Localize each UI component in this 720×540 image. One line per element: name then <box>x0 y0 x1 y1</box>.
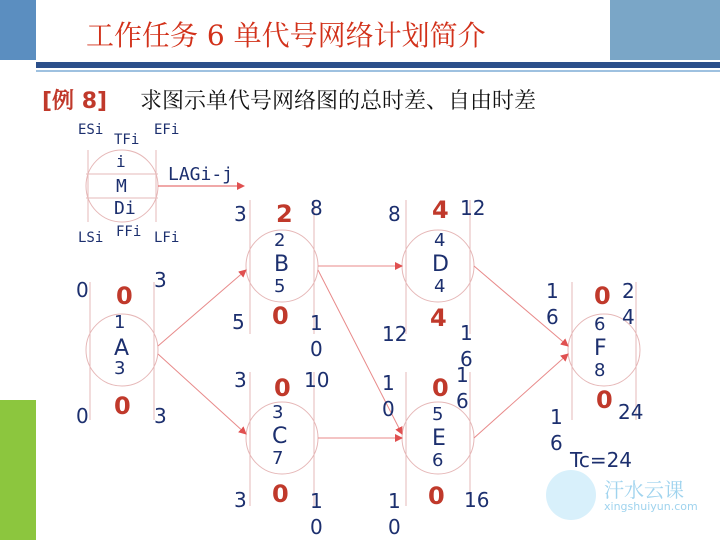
node-F-tf: 0 <box>594 282 611 310</box>
node-A-es: 0 <box>76 278 89 302</box>
node-C-ls: 3 <box>234 488 247 512</box>
node-B-name: B <box>274 252 290 277</box>
page-title: 工作任务 6 单代号网络计划简介 <box>86 19 486 52</box>
node-E-ff: 0 <box>428 482 445 510</box>
legend-ef: EFi <box>154 122 180 138</box>
node-D-dur: 4 <box>434 276 446 297</box>
node-E-es: 10 <box>382 371 395 421</box>
arrow-A-C <box>158 354 246 434</box>
node-D-es: 8 <box>388 202 401 226</box>
node-E-name: E <box>432 426 446 451</box>
legend-ls: LSi <box>78 230 104 246</box>
legend-i: i <box>116 152 126 171</box>
legend-es: ESi <box>78 122 104 138</box>
legend-tf: TFi <box>114 132 140 148</box>
legend-lag: LAGi-j <box>168 164 234 185</box>
node-C-dur: 7 <box>272 448 284 469</box>
node-B-ls: 5 <box>232 310 245 334</box>
watermark <box>540 468 720 528</box>
node-A-dur: 3 <box>114 358 126 379</box>
example-question: 求图示单代号网络图的总时差、自由时差 <box>140 89 537 114</box>
watermark-name: 汗水云课 <box>604 478 684 502</box>
node-D-tf: 4 <box>432 196 449 224</box>
node-E-ef: 16 <box>456 363 469 413</box>
node-E-ls: 10 <box>388 489 401 539</box>
node-A-ls: 0 <box>76 404 89 428</box>
node-A-id: 1 <box>114 312 126 333</box>
node-A-tf: 0 <box>116 282 133 310</box>
node-F-ls: 16 <box>550 405 563 455</box>
watermark-url: xingshuiyun.com <box>604 500 698 513</box>
node-E-tf: 0 <box>432 374 449 402</box>
node-D-ls: 12 <box>382 322 408 346</box>
node-B-es: 3 <box>234 202 247 226</box>
node-B-ff: 0 <box>272 302 289 330</box>
node-D-name: D <box>432 252 449 277</box>
node-C-id: 3 <box>272 402 284 423</box>
node-B-id: 2 <box>274 230 286 251</box>
node-C-es: 3 <box>234 368 247 392</box>
node-F-ff: 0 <box>596 386 613 414</box>
example-tag: [例 8] <box>42 89 108 114</box>
node-E-id: 5 <box>432 404 444 425</box>
node-B-ef: 8 <box>310 196 323 220</box>
node-F-es: 16 <box>546 279 559 329</box>
legend-ff: FFi <box>116 224 142 240</box>
node-E-dur: 6 <box>432 450 444 471</box>
legend-lf: LFi <box>154 230 180 246</box>
node-F-dur: 8 <box>594 360 606 381</box>
arrow-A-B <box>158 270 246 346</box>
node-B-dur: 5 <box>274 276 286 297</box>
node-A-ff: 0 <box>114 392 131 420</box>
legend-di: Di <box>114 198 136 219</box>
legend-m: M <box>116 176 127 197</box>
node-C-ff: 0 <box>272 480 289 508</box>
node-D-ef: 12 <box>460 196 486 220</box>
node-C-tf: 0 <box>274 374 291 402</box>
node-A-lf: 3 <box>154 404 167 428</box>
node-A-ef: 3 <box>154 268 167 292</box>
node-D-ff: 4 <box>430 304 447 332</box>
node-C-lf: 10 <box>310 489 323 539</box>
node-D-lf: 16 <box>460 321 473 371</box>
node-B-tf: 2 <box>276 200 293 228</box>
node-C-ef: 10 <box>304 368 330 392</box>
total-duration: Tc=24 <box>570 448 633 472</box>
node-F-ef: 24 <box>622 279 635 329</box>
node-A-name: A <box>114 336 130 361</box>
node-F-id: 6 <box>594 314 606 335</box>
node-F-lf: 24 <box>618 400 644 424</box>
node-E-lf: 16 <box>464 488 490 512</box>
watermark-logo-icon <box>546 470 596 520</box>
node-D-id: 4 <box>434 230 446 251</box>
node-B-lf: 10 <box>310 311 323 361</box>
node-F-name: F <box>594 336 607 361</box>
node-C-name: C <box>272 424 288 449</box>
